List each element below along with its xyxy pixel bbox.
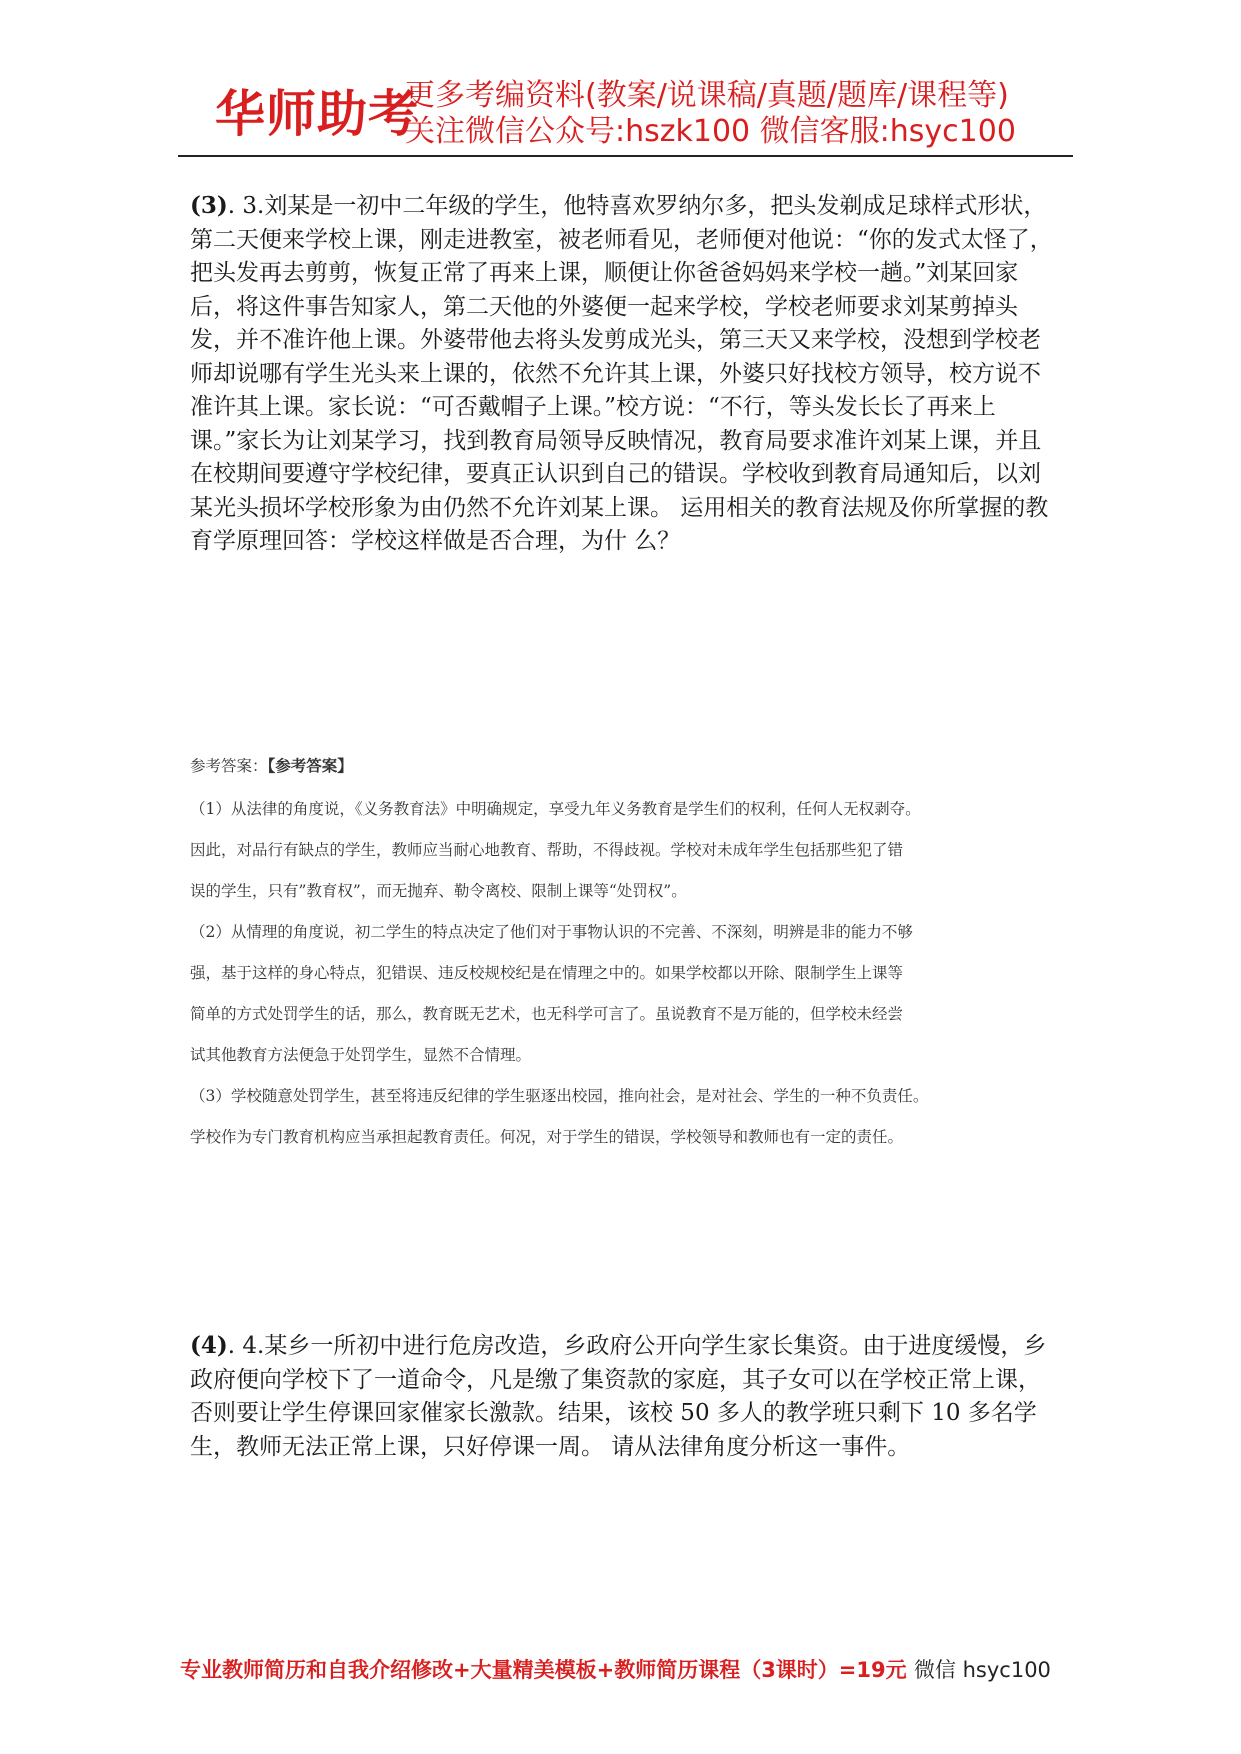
answer-line: 简单的方式处罚学生的话，那么，教育既无艺术，也无科学可言了。虽说教育不是万能的，但学校未经尝 [190, 1005, 904, 1023]
footer-promo [180, 1654, 1080, 1684]
answer-line: （3）学校随意处罚学生，甚至将违反纪律的学生驱逐出校园，推向社会，是对社会、学生的一种不负责任。 [190, 1087, 929, 1105]
question-4 [190, 1329, 1060, 1464]
answer-line: 学校作为专门教育机构应当承担起教育责任。何况，对于学生的错误，学校领导和教师也有一定的责任。 [190, 1128, 904, 1146]
question-number: (4) [190, 1332, 228, 1359]
question-3 [190, 189, 1060, 559]
question-number: (3) [190, 192, 228, 219]
brand-logo: 华师助考 [215, 85, 419, 143]
page-header [215, 78, 1075, 158]
answer-heading [190, 751, 1060, 781]
answer-line: （1）从法律的角度说，《义务教育法》中明确规定，享受九年义务教育是学生们的权利，任何人无权剥夺。 [190, 800, 921, 818]
answer-label-bold: 【参考答案】 [267, 756, 353, 775]
answer-line: 误的学生，只有”教育权”，而无抛弃、勒令离校、限制上课等“处罚权”。 [190, 882, 687, 900]
question-text: . 4.某乡一所初中进行危房改造，乡政府公开向学生家长集资。由于进度缓慢，乡政府便向学校下了一道命令，凡是缴了集资款的家庭，其子女可以在学校正常上课，否则要让学生停课回家催家长激款。结果，该校 50 多人的教学班只剩下 10 多名学生，教师无法正常上课，只好停课一周。 请从法律角度分析这一事件。 [190, 1333, 1047, 1460]
tagline-materials: 更多考编资料(教案/说课稿/真题/题库/课程等) [405, 78, 1009, 113]
answer-line: 试其他教育方法便急于处罚学生，显然不合情理。 [190, 1046, 532, 1064]
answer-line: 强，基于这样的身心特点，犯错误、违反校规校纪是在情理之中的。如果学校都以开除、限制学生上课等 [190, 964, 904, 982]
header-divider [178, 155, 1073, 157]
answer-label: 参考答案： [190, 757, 268, 775]
tagline-contact: 关注微信公众号:hszk100 微信客服:hsyc100 [405, 114, 1016, 149]
footer-wechat: 微信 hsyc100 [913, 1658, 1051, 1682]
answer-line: （2）从情理的角度说，初二学生的特点决定了他们对于事物认识的不完善、不深刻，明辨是非的能力不够 [190, 923, 913, 941]
footer-promo-text: 专业教师简历和自我介绍修改+大量精美模板+教师简历课程（3课时）=19元 [180, 1658, 907, 1682]
reference-answer [190, 751, 1060, 1158]
question-text: . 3.刘某是一初中二年级的学生，他特喜欢罗纳尔多，把头发剃成足球样式形状，第二天便来学校上课，刚走进教室，被老师看见，老师便对他说：“你的发式太怪了，把头发再去剪剪，恢复正常了再来上课，顺便让你爸爸妈妈来学校一趟。”刘某回家后，将这件事告知家人，第二天他的外婆便一起来学校，学校老师要求刘某剪掉头发，并不准许他上课。外婆带他去将头发剪成光头，第三天又来学校，没想到学校老师却说哪有学生光头来上课的，依然不允许其上课，外婆只好找校方领导，校方说不准许其上课。家长说：“可否戴帽子上课。”校方说：“不行，等头发长长了再来上课。”家长为让刘某学习，找到教育局领导反映情况，教育局要求准许刘某上课，并且在校期间要遵守学校纪律，要真正认识到自己的错误。学校收到教育局通知后，以刘某光头损坏学校形象为由仍然不允许刘某上课。 运用相关的教育法规及你所掌握的教育学原理回答：学校这样做是否合理，为什 么？ [190, 193, 1053, 554]
header-tagline [405, 78, 1016, 150]
answer-line: 因此，对品行有缺点的学生，教师应当耐心地教育、帮助，不得歧视。学校对未成年学生包括那些犯了错 [190, 841, 904, 859]
